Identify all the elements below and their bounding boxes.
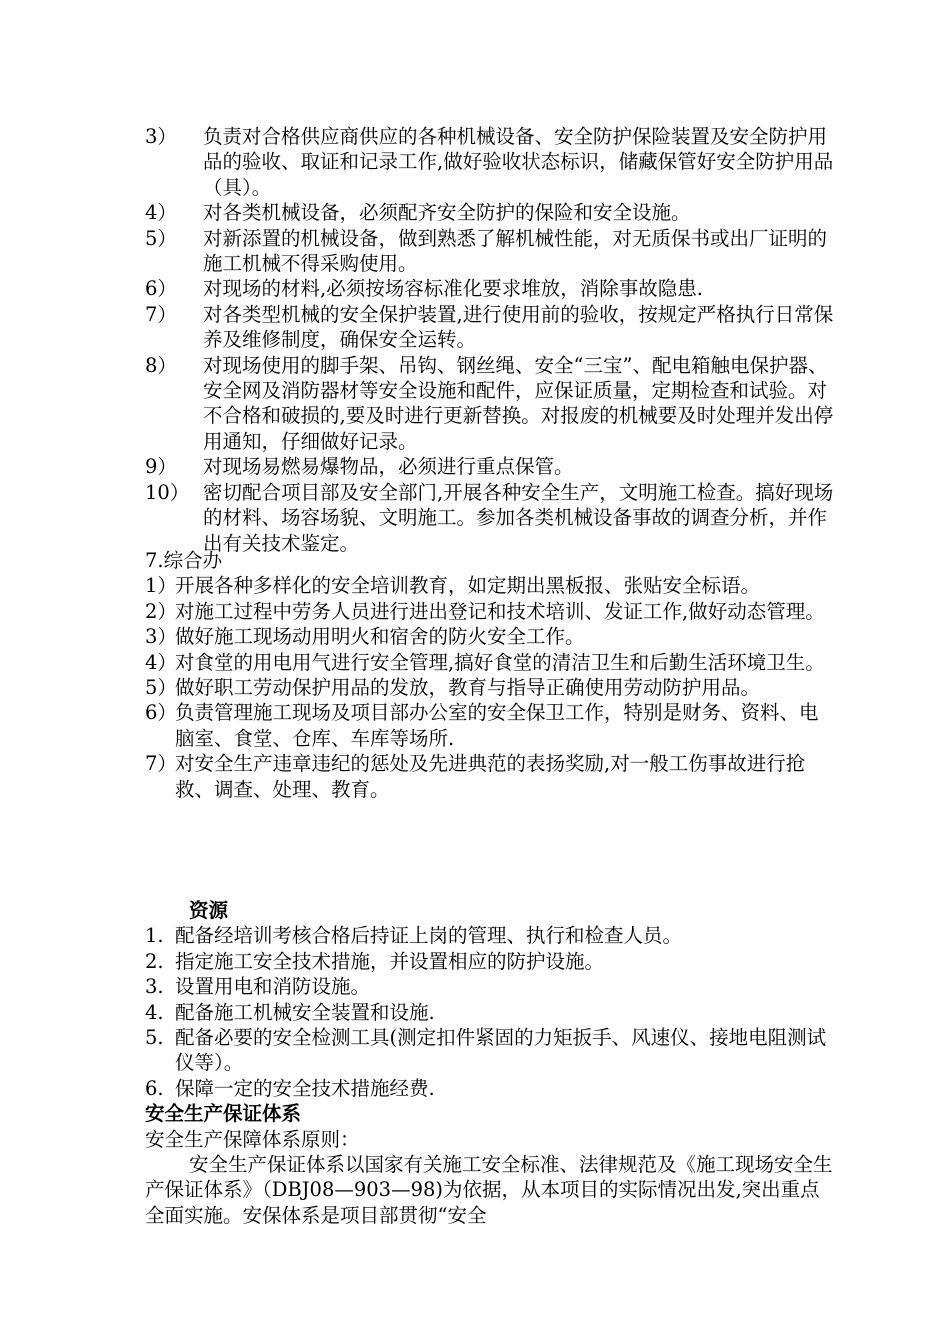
list-item — [145, 751, 835, 802]
item-number: 4） — [145, 650, 177, 674]
item-text: 指定施工安全技术措施，并设置相应的防护设施。 — [175, 949, 605, 973]
item-text: 开展各种多样化的安全培训教育，如定期出黑板报、张贴安全标语。 — [175, 574, 761, 598]
item-text: 配备必要的安全检测工具(测定扣件紧固的力矩扳手、风速仪、接地电阻测试仪等）。 — [175, 1026, 827, 1075]
item-text: 对现场易燃易爆物品，必须进行重点保管。 — [203, 455, 574, 479]
item-text: 对各类型机械的安全保护装置,进行使用前的验收，按规定严格执行日常保养及维修制度，确保安全运转。 — [203, 302, 834, 352]
item-number: 1） — [145, 574, 177, 598]
item-number: 4） — [145, 201, 177, 225]
item-number: 10） — [145, 480, 190, 504]
item-number: 6. — [145, 1076, 164, 1100]
list-item — [145, 200, 835, 225]
list-item — [145, 1076, 835, 1101]
list-item — [145, 923, 835, 948]
item-number: 5. — [145, 1026, 164, 1050]
body-paragraph: 安全生产保证体系以国家有关施工安全标准、法律规范及《施工现场安全生产保证体系》（DBJ08—903—98)为依据，从本项目的实际情况出发,突出重点全面实施。安保体系是项目部贯彻“安全 — [145, 1153, 833, 1227]
item-number: 5） — [145, 676, 177, 700]
list-item — [145, 1000, 835, 1025]
list-item — [145, 700, 835, 751]
list-item — [145, 226, 835, 277]
item-number: 2） — [145, 599, 177, 623]
item-number: 6） — [145, 277, 177, 301]
item-text: 配备经培训考核合格后持证上岗的管理、执行和检查人员。 — [175, 924, 683, 948]
item-number: 3） — [145, 625, 177, 649]
item-text: 对各类机械设备，必须配齐安全防护的保险和安全设施。 — [203, 201, 691, 225]
item-number: 6） — [145, 701, 177, 725]
list-item — [145, 1025, 835, 1076]
item-text: 保障一定的安全技术措施经费. — [175, 1076, 435, 1100]
list-item — [145, 573, 835, 598]
list-item — [145, 650, 835, 675]
item-number: 7） — [145, 302, 177, 326]
list-item — [145, 276, 835, 301]
item-number: 1. — [145, 924, 164, 948]
item-text: 对食堂的用电用气进行安全管理,搞好食堂的清洁卫生和后勤生活环境卫生。 — [175, 650, 825, 674]
section-subtitle: 安全生产保障体系原则： — [145, 1127, 360, 1151]
item-number: 9） — [145, 455, 177, 479]
item-text: 做好职工劳动保护用品的发放，教育与指导正确使用劳动防护用品。 — [175, 676, 761, 700]
item-number: 2. — [145, 949, 164, 973]
resources-section — [145, 898, 835, 1228]
list-item — [145, 454, 835, 479]
list-item — [145, 949, 835, 974]
item-text: 负责管理施工现场及项目部办公室的安全保卫工作，特别是财务、资料、电脑室、食堂、仓库、车库等场所. — [175, 701, 819, 750]
item-number: 3. — [145, 975, 164, 999]
item-text: 对现场使用的脚手架、吊钩、钢丝绳、安全“三宝”、配电箱触电保护器、安全网及消防器材等安全设施和配件，应保证质量，定期检查和试验。对不合格和破损的,要及时进行更新替换。对报废的机械要及时处理并发出停用通知，仔细做好记录。 — [203, 353, 834, 453]
list-item — [145, 599, 835, 624]
list-item — [145, 974, 835, 999]
list-item — [145, 302, 835, 353]
list-item — [145, 624, 835, 649]
section-title: 资源 — [189, 899, 229, 922]
item-text: 密切配合项目部及安全部门,开展各种安全生产，文明施工检查。搞好现场的材料、场容场貌、文明施工。参加各类机械设备事故的调查分析，并作出有关技术鉴定。 — [203, 480, 834, 555]
list-item — [145, 480, 835, 556]
item-text: 配备施工机械安全装置和设施. — [175, 1000, 435, 1024]
item-text: 设置用电和消防设施。 — [175, 975, 371, 999]
item-text: 对安全生产违章违纪的惩处及先进典范的表扬奖励,对一般工伤事故进行抢救、调查、处理、教育。 — [175, 752, 806, 801]
item-number: 3） — [145, 125, 177, 148]
list-item — [145, 124, 835, 200]
item-number: 8） — [145, 353, 177, 377]
section-title: 7.综合办 — [145, 549, 223, 572]
office-duties-section — [145, 548, 835, 802]
item-number: 4. — [145, 1000, 164, 1024]
item-text: 对新添置的机械设备，做到熟悉了解机械性能，对无质保书或出厂证明的施工机械不得采购使用。 — [203, 226, 828, 276]
equipment-duties-list — [145, 124, 835, 556]
item-text: 负责对合格供应商供应的各种机械设备、安全防护保险装置及安全防护用品的验收、取证和记录工作,做好验收状态标识，储藏保管好安全防护用品（具）。 — [203, 125, 834, 199]
item-text: 对现场的材料,必须按场容标准化要求堆放，消除事故隐患. — [203, 277, 703, 301]
list-item — [145, 353, 835, 455]
section-title: 安全生产保证体系 — [145, 1102, 302, 1126]
item-text: 对施工过程中劳务人员进行进出登记和技术培训、发证工作,做好动态管理。 — [175, 599, 825, 623]
item-number: 7） — [145, 752, 177, 776]
list-item — [145, 675, 835, 700]
item-text: 做好施工现场动用明火和宿舍的防火安全工作。 — [175, 625, 585, 649]
item-number: 5） — [145, 226, 177, 250]
